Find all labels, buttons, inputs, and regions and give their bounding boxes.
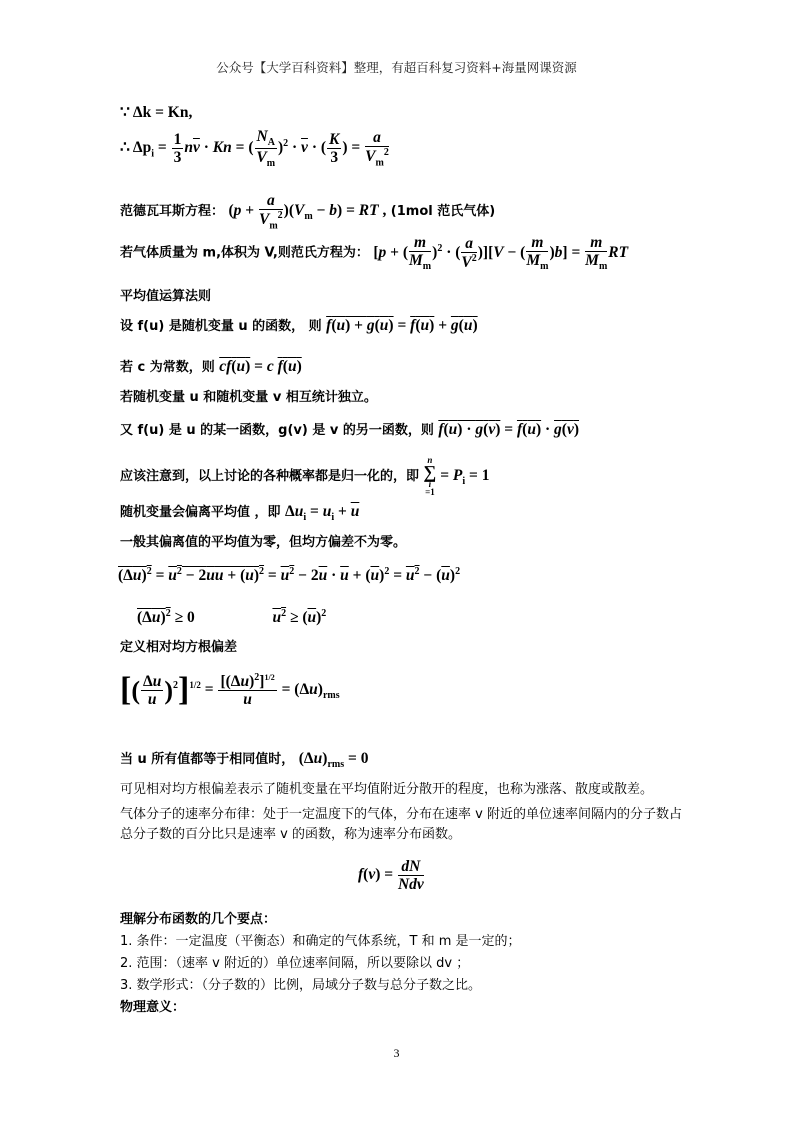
paragraph-speed-distribution: 气体分子的速率分布律：处于一定温度下的气体，分布在速率 v 附近的单位速率间隔内的分子数占总分子数的百分比只是速率 v 的函数，称为速率分布函数。 xyxy=(120,807,682,842)
zero-average-statement: 一般其偏离值的平均值为零，但均方偏差不为零。 xyxy=(120,535,407,550)
key-point-1: 1. 条件：一定温度（平衡态）和确定的气体系统，T 和 m 是一定的； xyxy=(120,934,521,949)
heading-rms-def: 定义相对均方根偏差 xyxy=(120,640,238,655)
rule-product: 又 f(u) 是 u 的某一函数，g(v) 是 v 的另一函数，则 f(u) · g(v) = f(u) · g(v) xyxy=(120,421,580,438)
paragraph-rms-meaning: 可见相对均方根偏差表示了随机变量在平均值附近分散开的程度，也称为涨落、散度或散差。 xyxy=(120,782,654,797)
deviation: 随机变量会偏离平均值 ，即 $\Delta u_i = u_i + \overline{u}$ xyxy=(120,503,360,524)
heading-key-points: 理解分布函数的几个要点： xyxy=(120,912,277,927)
heading-physical-meaning: 物理意义： xyxy=(120,1000,186,1015)
variance-expansion: $(\Delta u)^2 = u^2 - 2uu + (u)^2 = u^2 - 2\overline{u} \cdot \overline{u} + (\overline{u})^2 = u^2 - (\overline{u})^2$ xyxy=(118,566,461,585)
distribution-function-equation: f(v) = $\frac{dN}{\text{Ndv}}$ xyxy=(358,858,424,894)
heading-avg-rule: 平均值运算法则 xyxy=(120,289,212,304)
variance-inequalities: $(\Delta u)^2 \ge 0$ $u^2 \ge (\overline{u})^2$ xyxy=(137,608,327,627)
equation-delta-k: ∵ Δk = Kn, xyxy=(120,104,193,121)
vdw-mass-equation: 若气体质量为 m,体积为 V,则范氏方程为： [p + ( $\frac{m}{M_m}$ )$^2$ · ( $\frac{a}{V^2}$ )][V − ( $\frac{m}{M_m}$ )b] = $\frac{m}{M_m}$ RT xyxy=(120,234,629,273)
rms-definition-equation: [( $\frac{\Delta u}{u}$ )$^2$]$^{1/2}$ = $\frac{[(\Delta u)^2]^{1/2}}{u}$ = $(\Delta u)_{rms}$ xyxy=(120,671,340,709)
independence-statement: 若随机变量 u 和随机变量 v 相互统计独立。 xyxy=(120,390,377,405)
normalization: 应该注意到，以上讨论的各种概率都是归一化的，即 n ∑ i =1 = $P_i = 1$ xyxy=(120,455,490,498)
rule-constant: 若 c 为常数，则 cf(u) = c f(u) xyxy=(120,358,302,375)
vdw-equation: 范德瓦耳斯方程： (p + $\frac{a}{V_m^2}$ )$(V_m - b)$ = RT , (1mol 范氏气体) xyxy=(120,192,496,232)
page-header: 公众号【大学百科资料】整理，有超百科复习资料+海量网课资源 xyxy=(216,60,577,75)
page-number: 3 xyxy=(393,1046,400,1060)
key-point-3: 3. 数学形式：（分子数的）比例，局域分子数与总分子数之比。 xyxy=(120,978,482,993)
key-point-2: 2. 范围：（速率 v 附近的）单位速率间隔，所以要除以 dv ； xyxy=(120,956,470,971)
rule-sum: 设 f(u) 是随机变量 u 的函数， 则 f(u) + g(u) = f(u) + g(u) xyxy=(120,317,478,334)
equation-delta-p: ∴ $\Delta p_i$ = $\frac{1}{3}$ $n\overline{v} \cdot Kn$ = ( $\frac{N_A}{V_m}$ )$^2 \cdot \overline{v}$ · ( $\frac{K}{3}$ ) = $\frac{a}{V_m^2}$ xyxy=(120,128,389,170)
rms-zero-condition: 当 u 所有值都等于相同值时， $(\Delta u)_{rms} = 0$ xyxy=(120,750,369,771)
